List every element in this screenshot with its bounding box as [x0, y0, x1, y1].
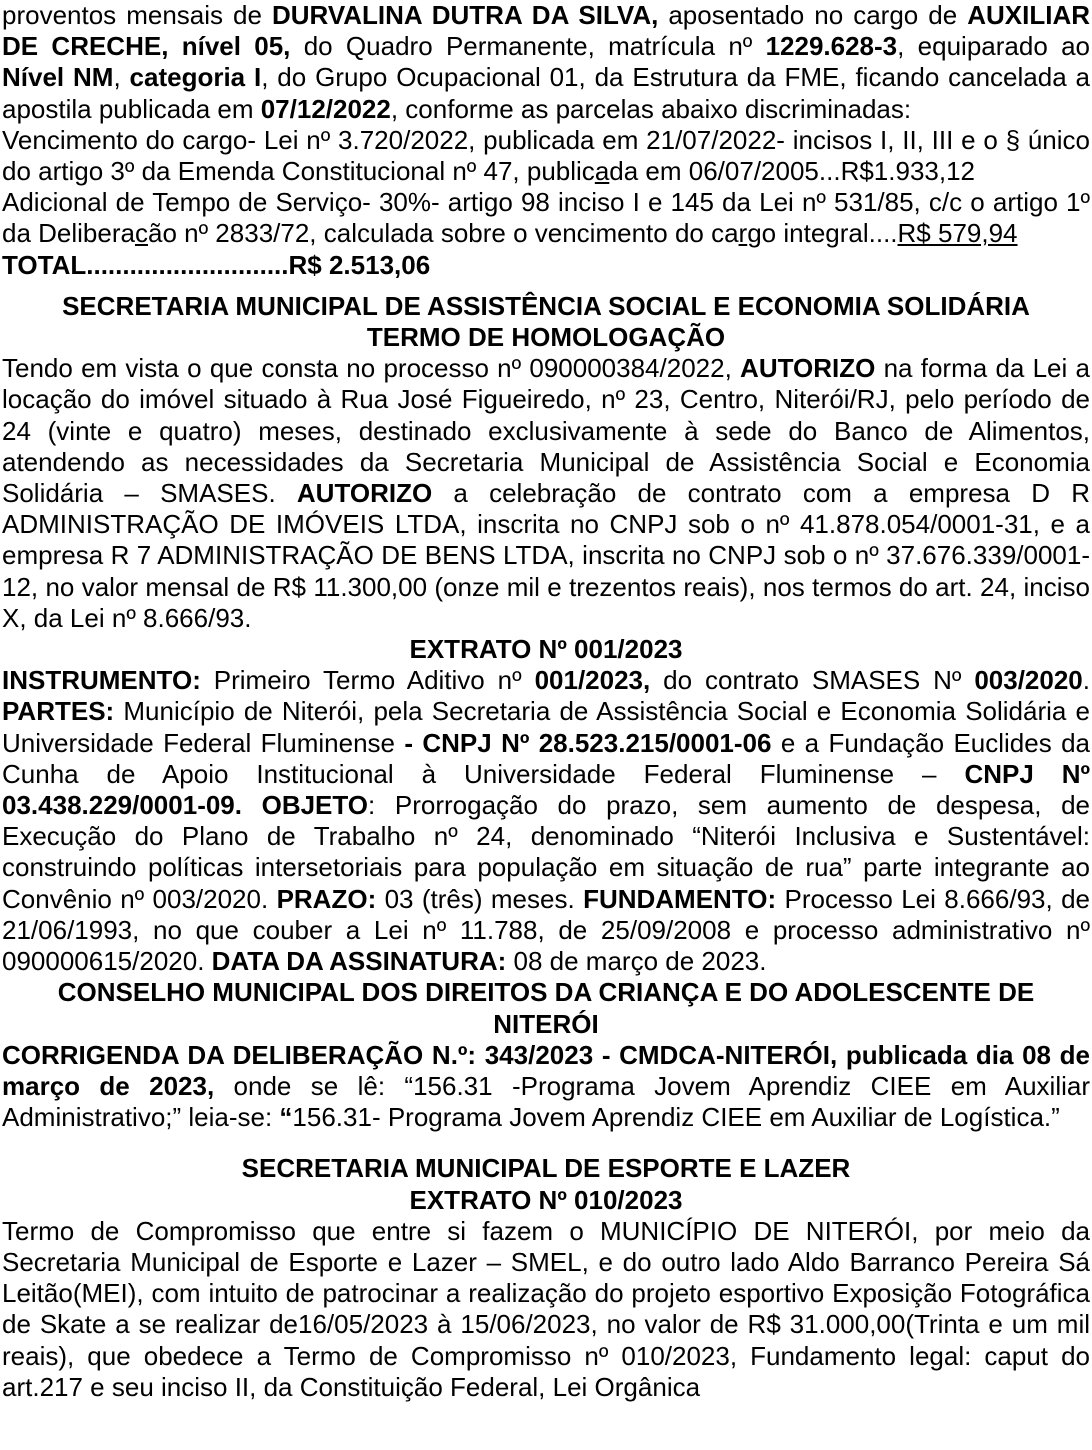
termo-compromisso-paragraph: Termo de Compromisso que entre si fazem o MUNICÍPIO DE NITERÓI, por meio da Secretaria Municipal de Esporte e Lazer – SMEL, e do outro lado Aldo Barranco Pereira Sá Leitão(MEI), com intuito de patrocinar a realização do projeto esportivo Exposição Fotográfica de Skate a se realizar de16/05/2023 à 15/06/2023, no valor de R$ 31.000,00(Trinta e um mil reais), que obedece a Termo de Compromisso nº 010/2023, Fundamento legal: caput do art.217 e seu inciso II, da Constituição Federal, Lei Orgânica: [2, 1215, 1090, 1402]
cmdca-heading: CONSELHO MUNICIPAL DOS DIREITOS DA CRIANÇA E DO ADOLESCENTE DE NITERÓI: [57, 977, 1035, 1039]
smases-heading: SECRETARIA MUNICIPAL DE ASSISTÊNCIA SOCIAL E ECONOMIA SOLIDÁRIA: [62, 290, 1030, 321]
extrato-010-heading: EXTRATO Nº 010/2023: [409, 1184, 683, 1215]
homologacao-paragraph: Tendo em vista o que consta no processo nº 090000384/2022, AUTORIZO na forma da Lei a locação do imóvel situado à Rua José Figueiredo, nº 23, Centro, Niterói/RJ, pelo período de 24 (vinte e quatro) meses, destinado exclusivamente à sede do Banco de Alimentos, atendendo as necessidades da Secretaria Municipal de Assistência Social e Economia Solidária – SMASES. AUTORIZO a celebração de contrato com a empresa D R ADMINISTRAÇÃO DE IMÓVEIS LTDA, inscrita no CNPJ sob o nº 41.878.054/0001-31, e a empresa R 7 ADMINISTRAÇÃO DE BENS LTDA, inscrita no CNPJ sob o nº 37.676.339/0001-12, no valor mensal de R$ 11.300,00 (onze mil e trezentos reais), nos termos do art. 24, inciso X, da Lei nº 8.666/93.: [2, 353, 1090, 633]
termo-homologacao-heading: TERMO DE HOMOLOGAÇÃO: [366, 322, 726, 353]
apostila-paragraph: proventos mensais de DURVALINA DUTRA DA SILVA, aposentado no cargo de AUXILIAR DE CRECHE, nível 05, do Quadro Permanente, matrícula nº 1229.628-3, equiparado ao Nível NM, categoria I, do Grupo Ocupacional 01, da Estrutura da FME, ficando cancelada a apostila publicada em 07/12/2022, conforme as parcelas abaixo discriminadas:: [2, 0, 1090, 124]
smel-heading: SECRETARIA MUNICIPAL DE ESPORTE E LAZER: [241, 1153, 851, 1184]
extrato-001-heading: EXTRATO Nº 001/2023: [409, 634, 683, 665]
extrato-001-paragraph: INSTRUMENTO: Primeiro Termo Aditivo nº 001/2023, do contrato SMASES Nº 003/2020. PARTES: Município de Niterói, pela Secretaria de Assistência Social e Economia Solidária e Universidade Federal Fluminense - CNPJ Nº 28.523.215/0001-06 e a Fundação Euclides da Cunha de Apoio Institucional à Universidade Federal Fluminense – CNPJ Nº 03.438.229/0001-09. OBJETO: Prorrogação do prazo, sem aumento de despesa, de Execução do Plano de Trabalho nº 24, denominado “Niterói Inclusiva e Sustentável: construindo políticas intersetoriais para população em situação de rua” parte integrante ao Convênio nº 003/2020. PRAZO: 03 (três) meses. FUNDAMENTO: Processo Lei 8.666/93, de 21/06/1993, no que couber a Lei nº 11.788, de 25/09/2008 e processo administrativo nº 090000615/2020. DATA DA ASSINATURA: 08 de março de 2023.: [2, 665, 1091, 977]
corrigenda-paragraph: CORRIGENDA DA DELIBERAÇÃO N.º: 343/2023 - CMDCA-NITERÓI, publicada dia 08 de março de 2023, onde se lê: “156.31 -Programa Jovem Aprendiz CIEE em Auxiliar Administrativo;” leia-se: “156.31- Programa Jovem Aprendiz CIEE em Auxiliar de Logística.”: [2, 1039, 1091, 1133]
total-line: TOTAL............................R$ 2.513,06: [2, 249, 431, 280]
adicional-line: Adicional de Tempo de Serviço- 30%- artigo 98 inciso I e 145 da Lei nº 531/85, c/c o artigo 1º da Deliberacão nº 2833/72, calculada sobre o vencimento do cargo integral....R$ 579,94: [2, 187, 1090, 249]
vencimento-line: Vencimento do cargo- Lei nº 3.720/2022, publicada em 21/07/2022- incisos I, II, III e o § único do artigo 3º da Emenda Constitucional nº 47, publicada em 06/07/2005...R$1.933,12: [2, 124, 1090, 187]
